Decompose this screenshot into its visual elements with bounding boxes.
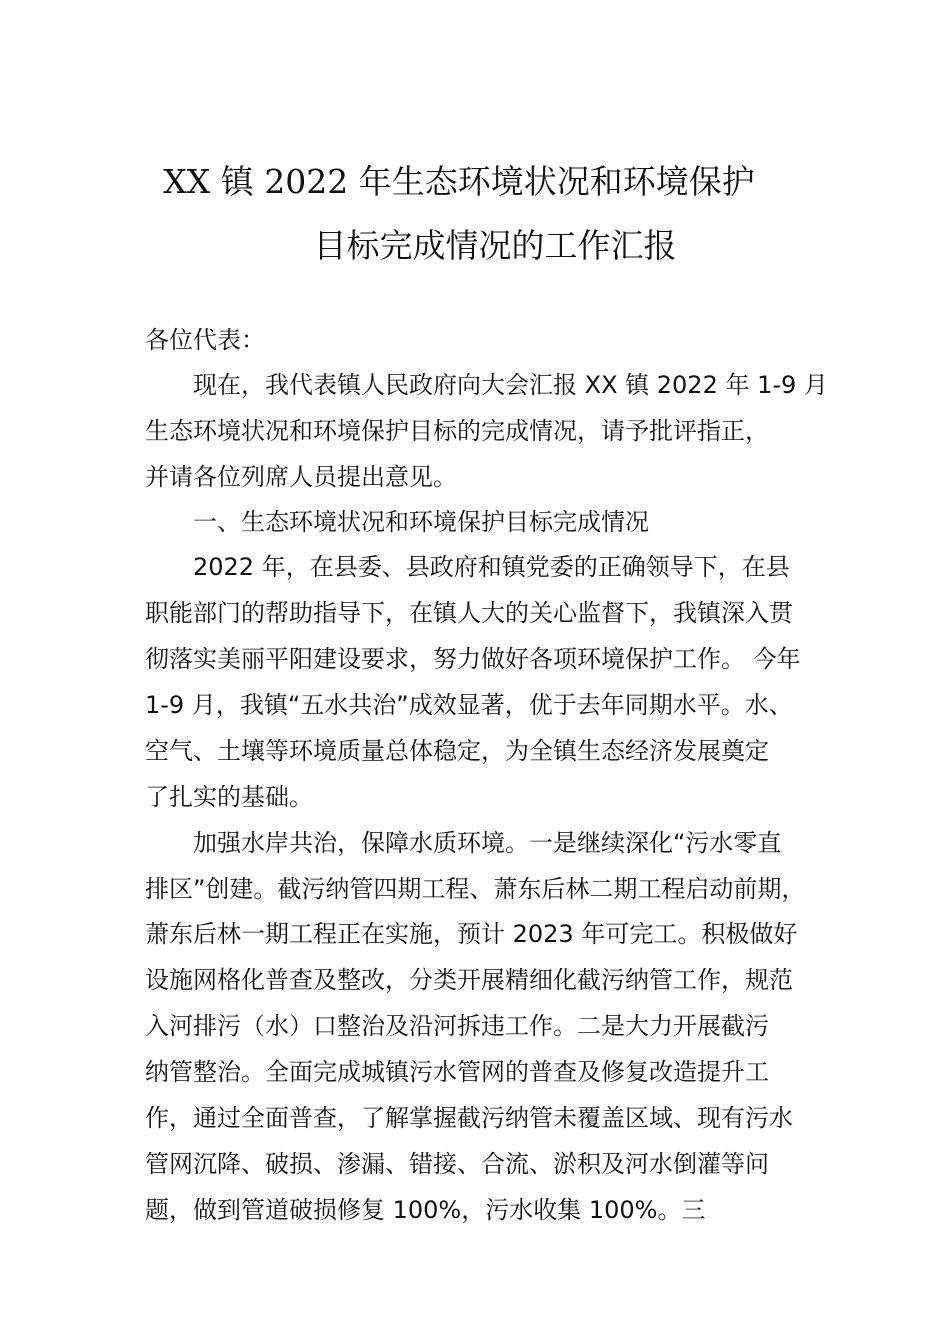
paragraph-line: 加强水岸共治，保障水质环境。一是继续深化“污水零直: [193, 829, 782, 857]
paragraph-line: 并请各位列席人员提出意见。: [145, 463, 457, 491]
document-title-line-1: XX 镇 2022 年生态环境状况和环境保护: [163, 162, 755, 201]
paragraph-line: 职能部门的帮助指导下，在镇人大的关心监督下，我镇深入贯: [145, 599, 793, 627]
paragraph-line: 纳管整治。全面完成城镇污水管网的普查及修复改造提升工: [145, 1058, 769, 1086]
paragraph-line: 萧东后林一期工程正在实施，预计 2023 年可完工。积极做好: [145, 920, 798, 948]
section-heading: 一、生态环境状况和环境保护目标完成情况: [193, 508, 649, 536]
salutation: 各位代表：: [145, 326, 265, 354]
paragraph-line: 管网沉降、破损、渗漏、错接、合流、淤积及河水倒灌等问: [145, 1150, 769, 1178]
paragraph-line: 了扎实的基础。: [145, 783, 313, 811]
paragraph-line: 1-9 月，我镇“五水共治”成效显著，优于去年同期水平。水、: [145, 691, 793, 719]
paragraph-line: 彻落实美丽平阳建设要求，努力做好各项环境保护工作。 今年: [145, 645, 801, 673]
paragraph-line: 入河排污（水）口整治及沿河拆违工作。二是大力开展截污: [145, 1012, 769, 1040]
document-title-line-2: 目标完成情况的工作汇报: [313, 226, 677, 265]
paragraph-line: 作，通过全面普查，了解掌握截污纳管未覆盖区域、现有污水: [145, 1104, 793, 1132]
paragraph-line: 设施网格化普查及整改，分类开展精细化截污纳管工作，规范: [145, 966, 793, 994]
paragraph-line: 排区”创建。截污纳管四期工程、萧东后林二期工程启动前期，: [145, 875, 806, 903]
paragraph-line: 现在，我代表镇人民政府向大会汇报 XX 镇 2022 年 1-9 月: [193, 371, 828, 399]
paragraph-line: 2022 年，在县委、县政府和镇党委的正确领导下，在县: [193, 553, 790, 581]
paragraph-line: 题，做到管道破损修复 100%，污水收集 100%。三: [145, 1196, 706, 1224]
paragraph-line: 生态环境状况和环境保护目标的完成情况，请予批评指正，: [145, 417, 769, 445]
paragraph-line: 空气、土壤等环境质量总体稳定，为全镇生态经济发展奠定: [145, 737, 769, 765]
